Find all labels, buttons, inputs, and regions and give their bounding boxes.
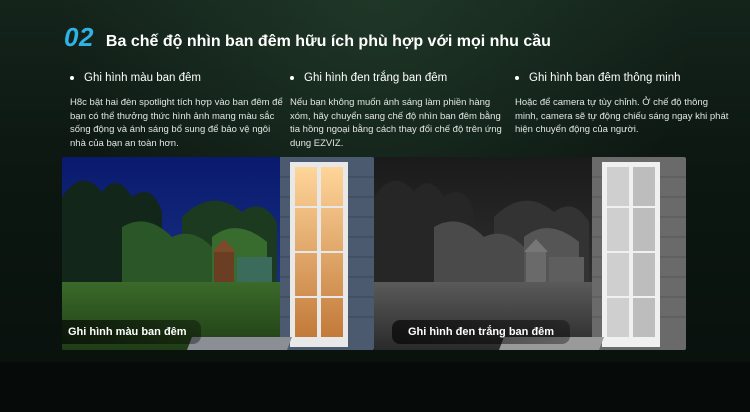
photo-caption: Ghi hình đen trắng ban đêm <box>392 320 570 344</box>
color-night-photo <box>62 157 374 350</box>
mode-title <box>70 72 285 84</box>
bottom-bar <box>0 362 750 412</box>
photo-caption: Ghi hình màu ban đêm <box>62 320 201 344</box>
mode-title <box>290 72 505 84</box>
bullet-icon <box>290 76 294 80</box>
section-title: Ba chế độ nhìn ban đêm hữu ích phù hợp với mọi nhu cầu <box>105 33 551 50</box>
mode-title-text: Ghi hình màu ban đêm <box>84 72 201 84</box>
mode-color-night <box>70 72 285 150</box>
mode-description: Nếu bạn không muốn ánh sáng làm phiền hàng xóm, hãy chuyển sang chế độ nhìn ban đêm bằng tia hồng ngoại bằng cách thay đổi chế độ trên ứng dụng EZVIZ. <box>290 97 502 149</box>
section-number: 02 <box>64 22 94 52</box>
section-heading <box>64 22 551 53</box>
mode-description: H8c bật hai đèn spotlight tích hợp vào ban đêm để bạn có thể thưởng thức hình ảnh mang màu sắc sống động và ánh sáng bổ sung để bảo vệ ngôi nhà của bạn an toàn hơn. <box>70 97 283 149</box>
mode-title-text: Ghi hình ban đêm thông minh <box>529 72 681 84</box>
bw-night-photo <box>374 157 686 350</box>
bullet-icon <box>515 76 519 80</box>
mode-title <box>515 72 730 84</box>
bullet-icon <box>70 76 74 80</box>
mode-smart-night <box>515 72 730 137</box>
mode-bw-night <box>290 72 505 150</box>
mode-title-text: Ghi hình đen trắng ban đêm <box>304 72 448 84</box>
mode-description: Hoặc để camera tự tùy chỉnh. Ở chế độ thông minh, camera sẽ tự động chiếu sáng ngay khi phát hiện chuyển động của người. <box>515 97 729 135</box>
